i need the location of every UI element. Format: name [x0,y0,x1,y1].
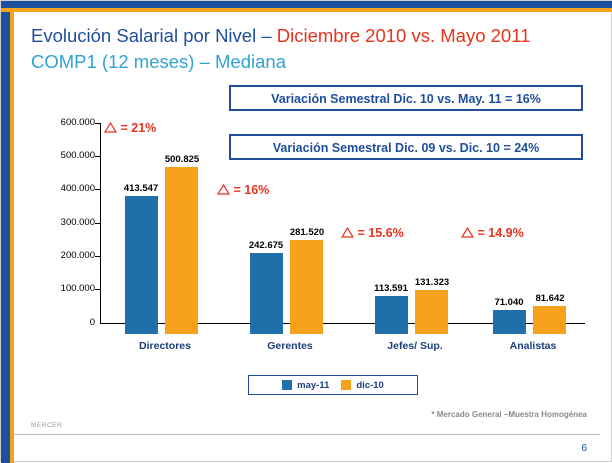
y-tick [95,289,100,290]
bar-value-dic10-directores: 500.825 [164,154,200,165]
category-label-gerentes: Gerentes [267,340,313,352]
bar-value-dic10-gerentes: 281.520 [289,227,325,238]
bar-may11-analistas [493,310,526,334]
page-title-main: Evolución Salarial por Nivel – [31,25,277,46]
bar-dic10-directores [165,167,198,334]
category-label-jefes: Jefes/ Sup. [387,340,443,352]
bar-dic10-analistas [533,306,566,334]
bar-group-gerentes [230,134,350,352]
bar-value-may11-jefes: 113.591 [374,283,408,294]
bar-value-may11-gerentes: 242.675 [248,240,284,251]
footnote: * Mercado General –Muestra Homogénea [431,410,587,419]
y-tick-label: 100.000 [60,283,95,294]
brand-logo: MERCER [31,422,63,429]
bar-value-may11-analistas: 71.040 [494,297,524,308]
top-accent-bar-secondary [1,8,612,12]
top-accent-bar [1,1,612,8]
triangle-up-icon [341,227,354,238]
bar-dic10-gerentes [290,240,323,334]
footer-divider [14,434,600,435]
category-label-analistas: Analistas [509,340,557,352]
y-tick-label: 300.000 [60,217,95,228]
legend-item-may11 [282,380,329,391]
legend-swatch-icon [282,380,292,390]
bar-group-directores [105,134,225,352]
variation-annotation-label: = 16% [233,183,270,197]
legend-item-dic10 [341,380,383,391]
y-tick-label: 200.000 [60,250,95,261]
legend-label: dic-10 [356,379,384,391]
y-tick-label: 400.000 [60,183,95,194]
bar-value-may11-directores: 413.547 [123,183,159,194]
callout-semestral: Variación Semestral Dic. 10 vs. May. 11 = 16% [229,85,583,111]
variation-annotation-label: = 15.6% [357,226,404,240]
y-tick [95,189,100,190]
left-accent-bar [1,12,10,463]
y-tick [95,123,100,124]
variation-annotation-directores [104,121,156,135]
triangle-up-icon [461,227,474,238]
callout-anual: Variación Semestral Dic. 09 vs. Dic. 10 = 24% [229,134,583,160]
bar-may11-jefes [375,296,408,334]
page-title-accent: Diciembre 2010 vs. Mayo 2011 [276,25,531,46]
y-tick-label: 0 [89,317,95,328]
y-tick [95,256,100,257]
y-tick [95,223,100,224]
triangle-up-icon [104,122,117,133]
variation-annotation-jefes [341,226,404,240]
chart-legend [248,375,418,395]
bar-value-dic10-analistas: 81.642 [535,293,565,304]
y-tick-label: 500.000 [60,150,95,161]
page-number: 6 [581,443,587,454]
legend-label: may-11 [297,379,330,391]
bar-may11-gerentes [250,253,283,334]
legend-swatch-icon [341,380,351,390]
y-tick [95,156,100,157]
y-tick-label: 600.000 [60,117,95,128]
bar-value-dic10-jefes: 131.323 [414,277,450,288]
left-accent-bar-secondary [10,12,14,463]
triangle-up-icon [217,184,230,195]
page-subtitle: COMP1 (12 meses) – Mediana [31,51,286,72]
variation-annotation-label: = 21% [120,121,157,135]
page-title [31,25,530,47]
bar-dic10-jefes [415,290,448,334]
y-axis [100,123,101,323]
bar-may11-directores [125,196,158,334]
variation-annotation-analistas [461,226,524,240]
category-label-directores: Directores [139,340,191,352]
variation-annotation-label: = 14.9% [477,226,524,240]
variation-annotation-gerentes [217,183,269,197]
